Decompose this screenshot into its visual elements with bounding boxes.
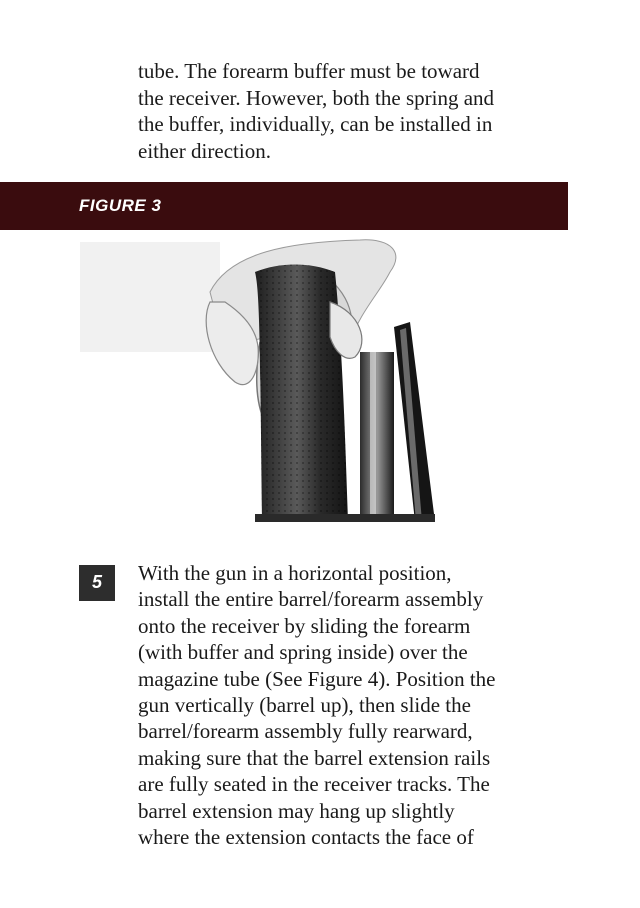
intro-line: the buffer, individually, can be installed in (138, 112, 493, 136)
intro-line: either direction. (138, 138, 271, 163)
figure-header-band (0, 182, 568, 230)
intro-paragraph (138, 58, 568, 164)
step-paragraph (138, 560, 568, 850)
step-line: (with buffer and spring inside) over the (138, 640, 468, 665)
figure-label: FIGURE 3 (79, 196, 162, 215)
figure-photo (60, 232, 480, 532)
intro-line: tube. The forearm buffer must be toward (138, 59, 480, 83)
step-line: barrel/forearm assembly fully rearward, (138, 719, 473, 744)
step-line: are fully seated in the receiver tracks. The (138, 772, 490, 797)
step-line: making sure that the barrel extension rails (138, 745, 491, 770)
intro-line: the receiver. However, both the spring and (138, 85, 495, 110)
step-line: onto the receiver by sliding the forearm (138, 613, 471, 638)
step-number: 5 (91, 572, 102, 592)
step-line: With the gun in a horizontal position, (138, 561, 452, 585)
step-line: where the extension contacts the face of (138, 825, 474, 850)
step-number-badge (79, 565, 115, 601)
step-line: install the entire barrel/forearm assembly (138, 587, 484, 612)
step-line: magazine tube (See Figure 4). Position the (138, 666, 496, 691)
step-line: gun vertically (barrel up), then slide the (138, 693, 471, 718)
step-line: barrel extension may hang up slightly (138, 798, 455, 823)
